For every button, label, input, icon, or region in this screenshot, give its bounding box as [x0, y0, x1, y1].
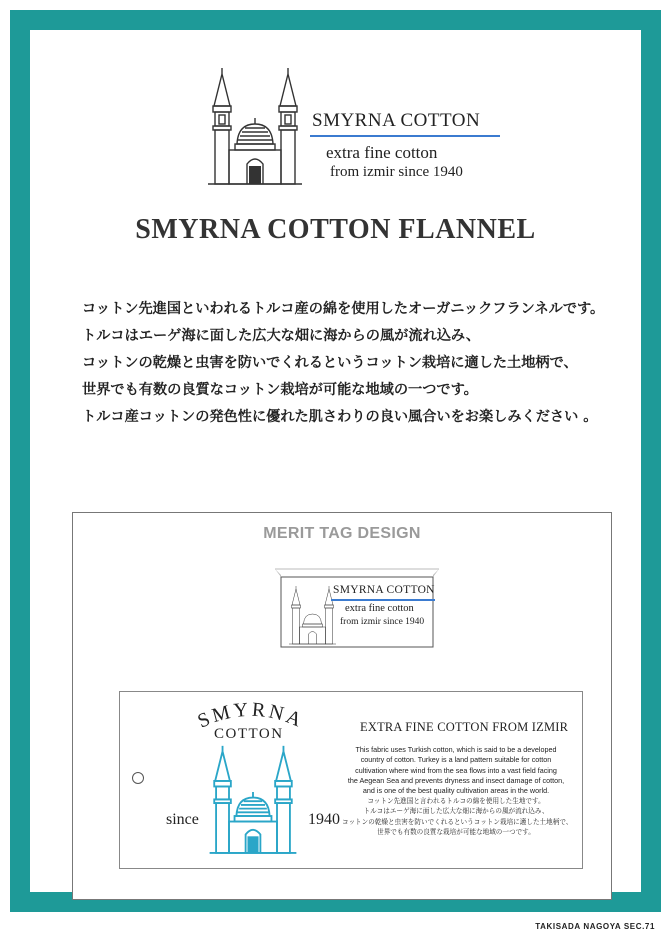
- merit-heading: MERIT TAG DESIGN: [263, 525, 421, 542]
- small-tag-brand: SMYRNA COTTON: [333, 584, 435, 596]
- small-tag-tagline: extra fine cotton: [345, 603, 414, 614]
- description-line: トルコはエーゲ海に面した広大な畑に海からの風が流れ込み、: [82, 328, 481, 344]
- tag-year-label: 1940: [308, 811, 340, 828]
- tag-cotton-label: COTTON: [214, 726, 284, 742]
- small-tag-underline: [331, 599, 435, 601]
- tag-since-label: since: [166, 811, 199, 828]
- merit-tag-box: [72, 512, 612, 900]
- teal-frame: [10, 10, 661, 912]
- small-tag-since: from izmir since 1940: [340, 617, 425, 627]
- page-title: SMYRNA COTTON FLANNEL: [135, 214, 536, 245]
- japanese-line: コットンの乾燥と虫害を防いでくれるというコットン栽培に適した土地柄で、: [342, 817, 573, 826]
- description-line: コットンの乾燥と虫害を防いでくれるというコットン栽培に適した土地柄で、: [82, 355, 578, 371]
- tag-japanese-text: [342, 796, 573, 838]
- japanese-line: トルコはエーゲ海に面した広大な畑に海からの風が流れ込み、: [363, 807, 549, 816]
- arc-brand-label: SMYRNA: [194, 700, 308, 733]
- english-line: and is one of the best quality cultivation areas in the world.: [362, 786, 550, 796]
- logo-tagline: extra fine cotton: [326, 143, 438, 162]
- english-line: This fabric uses Turkish cotton, which is said to be a developed: [355, 745, 557, 754]
- description-line: コットン先進国といわれるトルコ産の綿を使用したオーガニックフランネルです。: [82, 301, 605, 317]
- castle-icon: [200, 66, 310, 196]
- description-line: 世界でも有数の良質なコットン栽培が可能な地域の一つです。: [82, 382, 478, 398]
- logo-since: from izmir since 1940: [330, 164, 463, 180]
- description: [82, 296, 642, 431]
- small-merit-tag: [267, 565, 447, 659]
- japanese-line: コットン先進国と言われるトルコの綿を使用した生地です。: [367, 797, 545, 805]
- large-merit-tag: [119, 691, 583, 869]
- english-line: the Aegean Sea and prevents dryness and insect damage of cotton,: [347, 775, 565, 785]
- tag-hole: [132, 772, 144, 784]
- page-panel: [30, 30, 641, 892]
- blue-castle-icon: [202, 744, 304, 864]
- logo-brand: SMYRNA COTTON: [312, 110, 481, 131]
- tag-english-text: [342, 745, 570, 796]
- japanese-line: 世界でも有数の良質な栽培が可能な地域の一つです。: [377, 828, 535, 837]
- page-footer: TAKISADA NAGOYA SEC.71: [535, 922, 655, 931]
- brand-underline: [310, 135, 500, 137]
- english-line: cultivation where wind from the sea flows into a vast field facing: [355, 765, 557, 775]
- description-line: トルコ産コットンの発色性に優れた肌さわりの良い風合いをお楽しみください 。: [82, 409, 598, 425]
- tag-heading: EXTRA FINE COTTON FROM IZMIR: [360, 720, 569, 734]
- english-line: country of cotton. Turkey is a land pattern suitable for cotton: [360, 755, 552, 765]
- smyrna-logo: [200, 66, 500, 196]
